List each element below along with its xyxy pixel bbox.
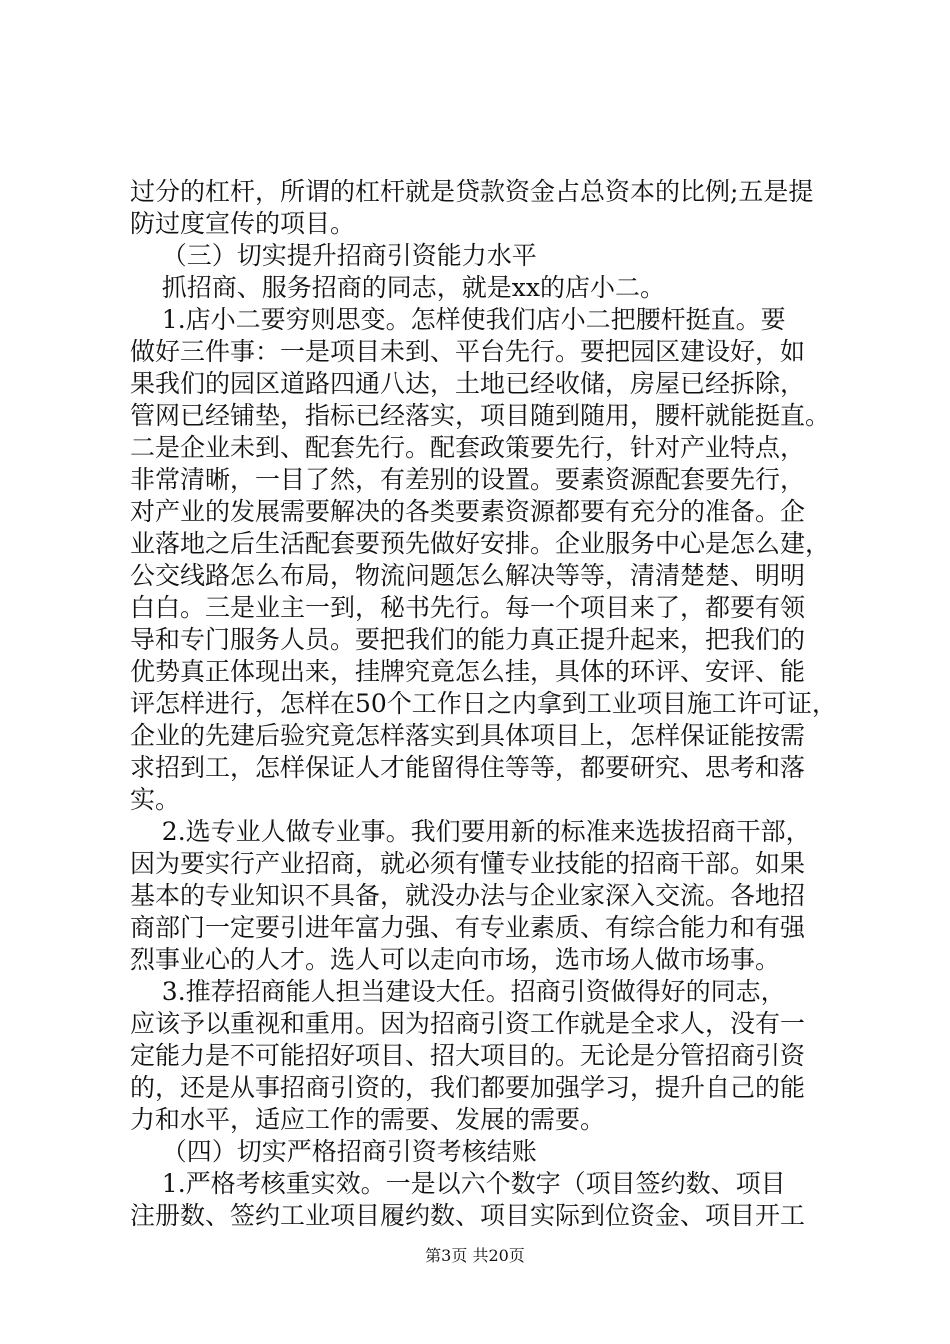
text-line: 企业的先建后验究竟怎样落实到具体项目上，怎样保证能按需 xyxy=(130,721,806,750)
text-line: 2.选专业人做专业事。我们要用新的标准来选拔招商干部， xyxy=(130,817,811,846)
text-line: 过分的杠杆，所谓的杠杆就是贷款资金占总资本的比例;五是提 xyxy=(130,177,814,206)
text-line: 公交线路怎么布局，物流问题怎么解决等等，清清楚楚、明明 xyxy=(130,561,806,590)
section-heading: （三）切实提升招商引资能力水平 xyxy=(130,241,537,270)
text-line: 3.推荐招商能人担当建设大任。招商引资做得好的同志， xyxy=(130,977,786,1006)
section-heading: （四）切实严格招商引资考核结账 xyxy=(130,1137,537,1166)
text-line: 因为要实行产业招商，就必须有懂专业技能的招商干部。如果 xyxy=(130,849,806,878)
text-line: 白白。三是业主一到，秘书先行。每一个项目来了，都要有领 xyxy=(130,593,806,622)
text-line: 注册数、签约工业项目履约数、项目实际到位资金、项目开工 xyxy=(130,1201,806,1230)
text-line: 定能力是不可能招好项目、招大项目的。无论是分管招商引资 xyxy=(130,1041,806,1070)
text-line: 商部门一定要引进年富力强、有专业素质、有综合能力和有强 xyxy=(130,913,806,942)
text-line: 导和专门服务人员。要把我们的能力真正提升起来，把我们的 xyxy=(130,625,806,654)
text-line: 应该予以重视和重用。因为招商引资工作就是全求人，没有一 xyxy=(130,1009,806,1038)
text-line: 业落地之后生活配套要预先做好安排。企业服务中心是怎么建， xyxy=(130,529,831,558)
text-line: 基本的专业知识不具备，就没办法与企业家深入交流。各地招 xyxy=(130,881,806,910)
text-line: 1.店小二要穷则思变。怎样使我们店小二把腰杆挺直。要 xyxy=(130,305,786,334)
text-line: 非常清晰，一目了然，有差别的设置。要素资源配套要先行， xyxy=(130,465,806,494)
text-line: 求招到工，怎样保证人才能留得住等等，都要研究、思考和落 xyxy=(130,753,806,782)
text-line: 烈事业心的人才。选人可以走向市场，选市场人做市场事。 xyxy=(130,945,781,974)
text-line: 管网已经铺垫，指标已经落实，项目随到随用，腰杆就能挺直。 xyxy=(130,401,831,430)
text-line: 的，还是从事招商引资的，我们都要加强学习，提升自己的能 xyxy=(130,1073,806,1102)
text-line: 做好三件事：一是项目未到、平台先行。要把园区建设好，如 xyxy=(130,337,806,366)
text-line: 实。 xyxy=(130,785,181,814)
text-line: 抓招商、服务招商的同志，就是xx的店小二。 xyxy=(130,273,665,302)
text-line: 防过度宣传的项目。 xyxy=(130,209,356,238)
text-line: 对产业的发展需要解决的各类要素资源都要有充分的准备。企 xyxy=(130,497,806,526)
body-text xyxy=(130,176,842,1232)
text-line: 1.严格考核重实效。一是以六个数字（项目签约数、项目 xyxy=(130,1169,786,1198)
text-line: 二是企业未到、配套先行。配套政策要先行，针对产业特点， xyxy=(130,433,806,462)
text-line: 优势真正体现出来，挂牌究竟怎么挂，具体的环评、安评、能 xyxy=(130,657,806,686)
page-footer: 第3页 共20页 xyxy=(425,1246,525,1265)
text-line: 力和水平，适应工作的需要、发展的需要。 xyxy=(130,1105,606,1134)
text-line: 评怎样进行，怎样在50个工作日之内拿到工业项目施工许可证， xyxy=(130,689,837,718)
text-line: 果我们的园区道路四通八达，土地已经收储，房屋已经拆除， xyxy=(130,369,806,398)
